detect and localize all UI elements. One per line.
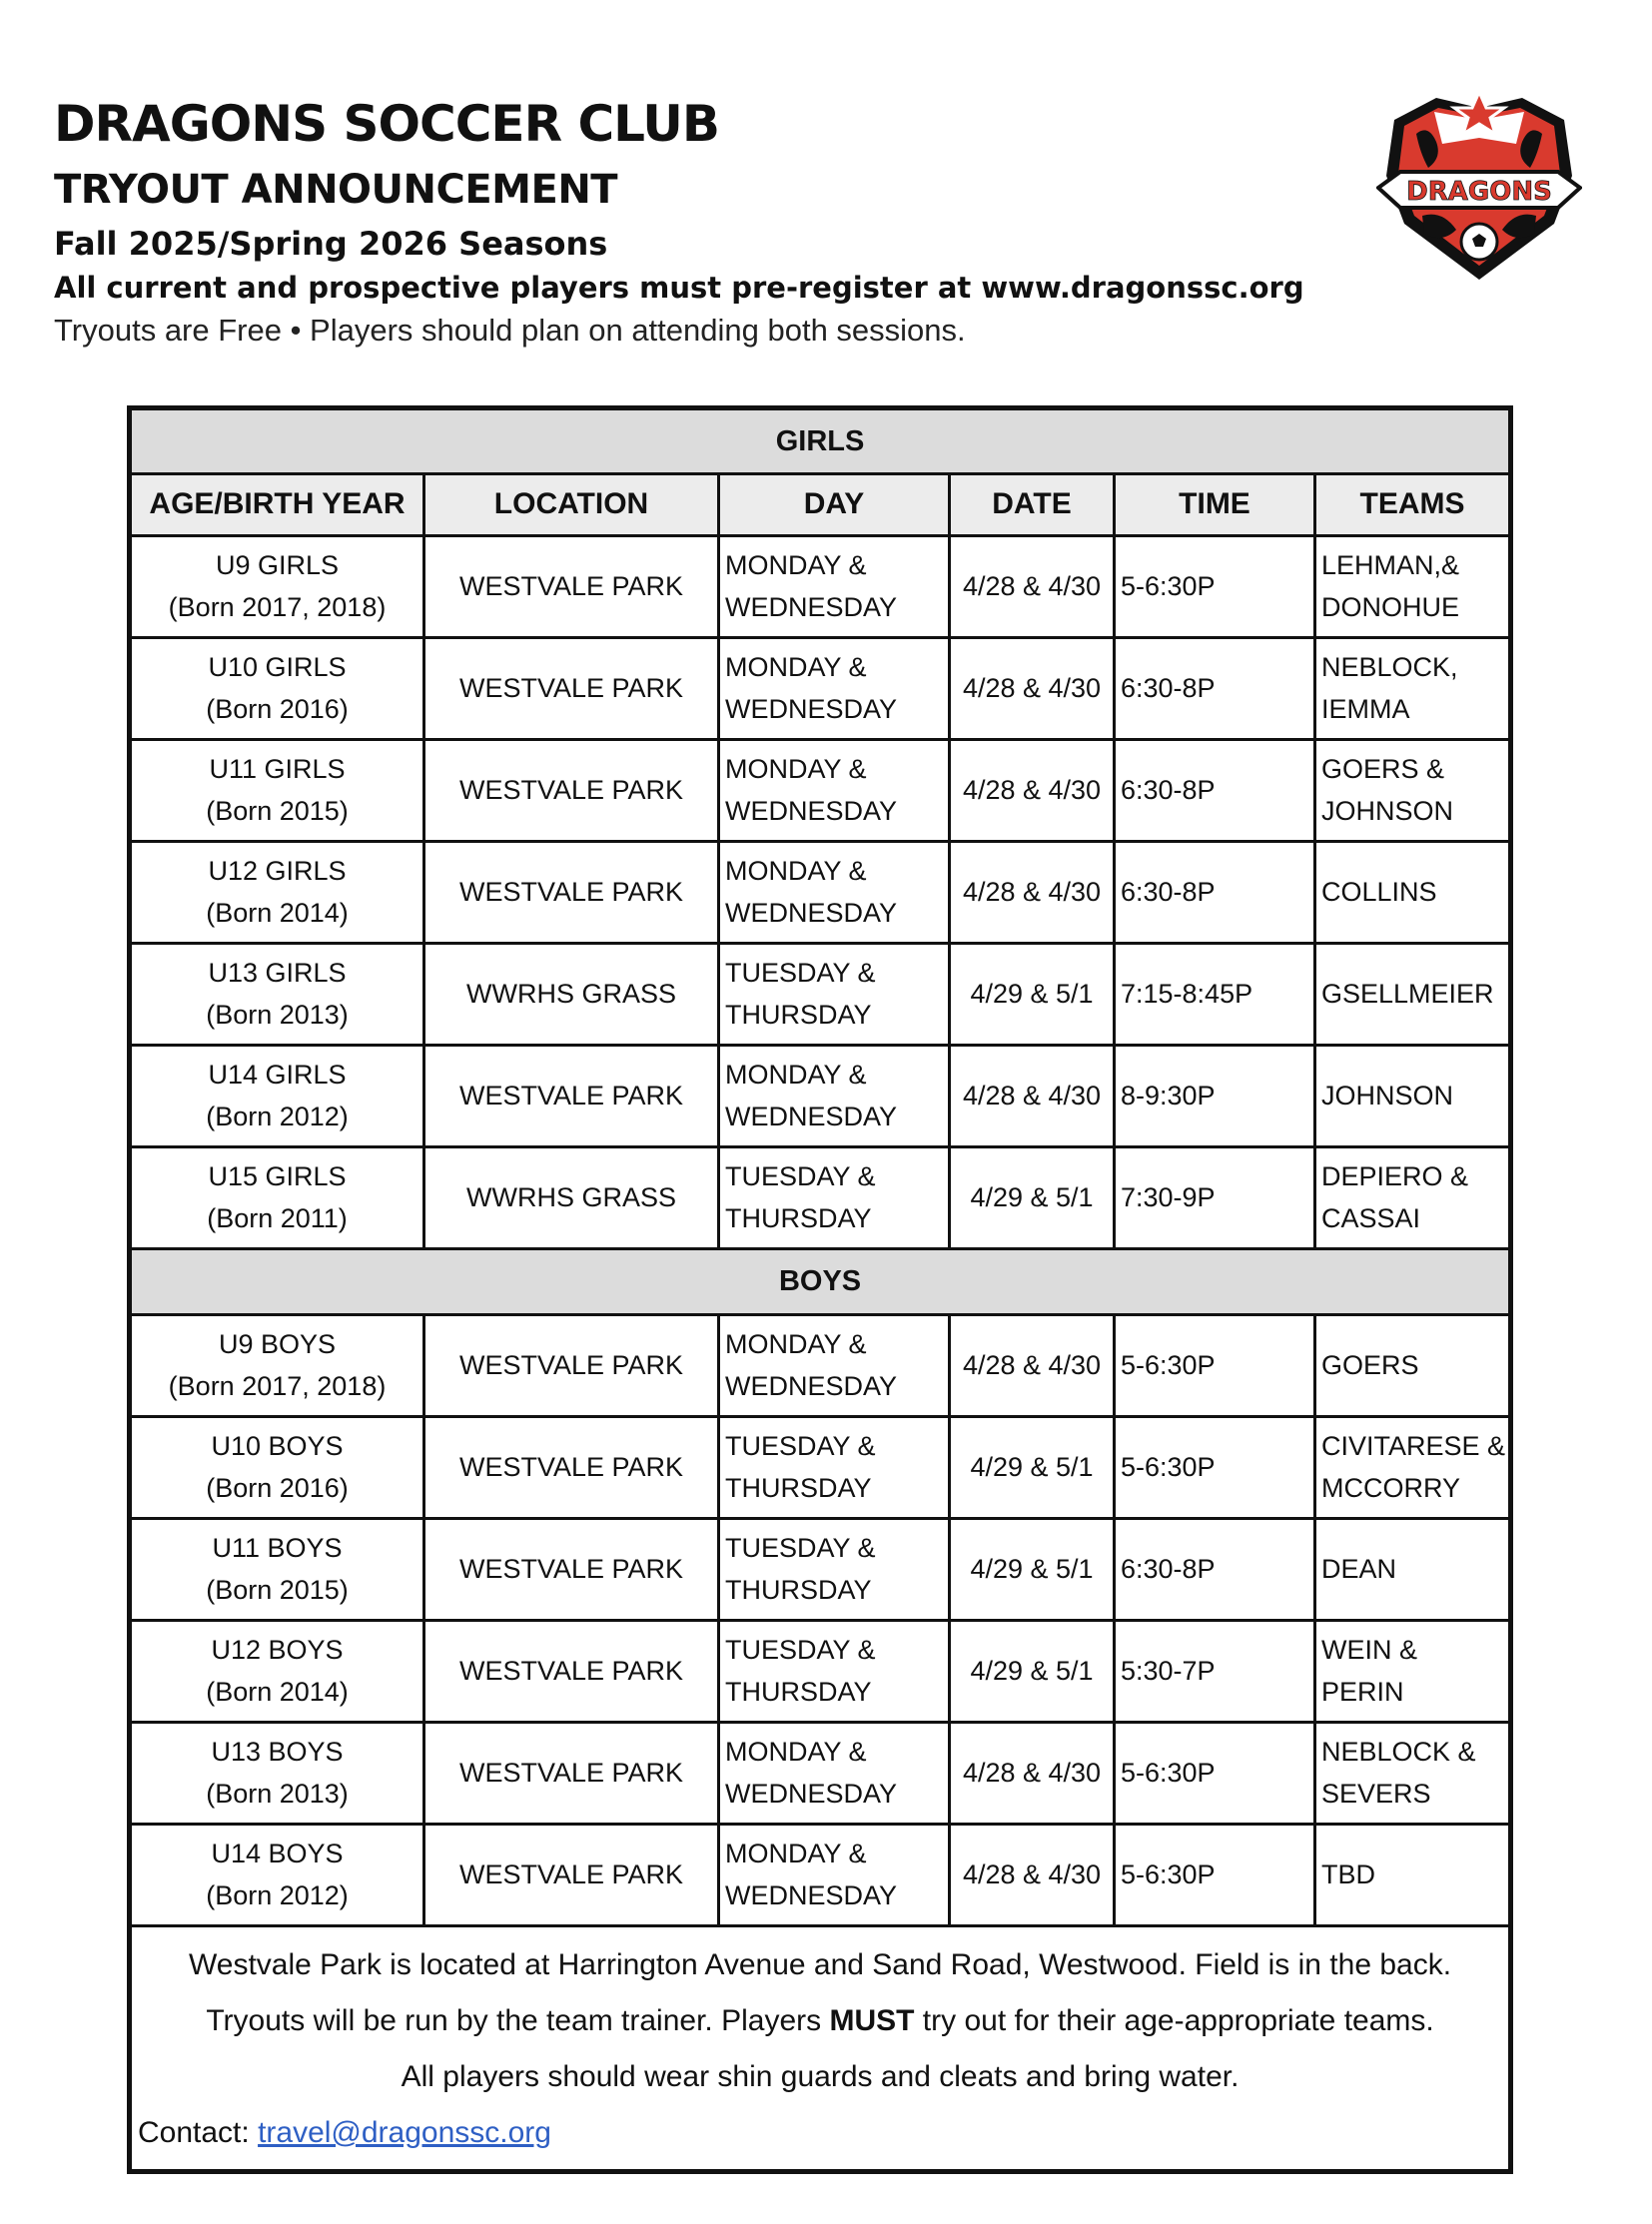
location-cell: WESTVALE PARK [424, 1315, 719, 1417]
teams-cell [1315, 944, 1511, 1046]
day-cell [719, 1147, 950, 1249]
date-cell: 4/28 & 4/30 [950, 536, 1115, 638]
time-cell: 6:30-8P [1115, 1519, 1315, 1621]
team-line-2: IEMMA [1321, 693, 1410, 724]
date-cell: 4/28 & 4/30 [950, 1825, 1115, 1926]
table-row [130, 842, 1511, 944]
table-row [130, 1147, 1511, 1249]
section-header-girls [130, 408, 1511, 474]
column-header-day: DAY [719, 474, 950, 536]
location-cell: WESTVALE PARK [424, 1417, 719, 1519]
day-cell [719, 1315, 950, 1417]
team-line-1: NEBLOCK, [1321, 651, 1458, 682]
day-second: WEDNESDAY [725, 795, 898, 826]
day-second: WEDNESDAY [725, 1879, 898, 1910]
trainer-note: Tryouts will be run by the team trainer. Players MUST try out for their age-appropriate teams. [206, 2004, 1434, 2037]
team-line-2: SEVERS [1321, 1778, 1431, 1809]
day-cell [719, 638, 950, 740]
tryout-schedule-table [127, 405, 1513, 2174]
team-line-1: CIVITARESE & [1321, 1430, 1506, 1461]
contact-label: Contact: [138, 2116, 259, 2149]
location-cell: WESTVALE PARK [424, 842, 719, 944]
teams-cell [1315, 1723, 1511, 1825]
location-cell: WESTVALE PARK [424, 536, 719, 638]
column-header-date: DATE [950, 474, 1115, 536]
team-line-1: NEBLOCK & [1321, 1736, 1476, 1767]
day-second: WEDNESDAY [725, 897, 898, 928]
age-cell [130, 1417, 424, 1519]
birth-years: (Born 2015) [206, 1574, 349, 1605]
age-group: U14 BOYS [211, 1838, 344, 1868]
day-cell [719, 1417, 950, 1519]
time-cell: 8-9:30P [1115, 1046, 1315, 1147]
age-cell [130, 1825, 424, 1926]
teams-cell [1315, 1315, 1511, 1417]
day-second: THURSDAY [725, 999, 872, 1030]
time-cell: 5-6:30P [1115, 1417, 1315, 1519]
teams-cell [1315, 1621, 1511, 1723]
day-first: MONDAY & [725, 1736, 867, 1767]
day-second: WEDNESDAY [725, 1370, 898, 1401]
day-cell [719, 536, 950, 638]
table-row [130, 1046, 1511, 1147]
seasons-line: Fall 2025/Spring 2026 Seasons [54, 225, 608, 263]
age-group: U14 GIRLS [208, 1059, 347, 1090]
team-line-2: DONOHUE [1321, 591, 1460, 622]
day-second: WEDNESDAY [725, 693, 898, 724]
day-first: MONDAY & [725, 855, 867, 886]
date-cell: 4/29 & 5/1 [950, 1621, 1115, 1723]
footer-row [130, 1926, 1511, 2172]
section-header-boys [130, 1249, 1511, 1315]
birth-years: (Born 2016) [206, 1472, 349, 1503]
age-cell [130, 1147, 424, 1249]
location-cell: WESTVALE PARK [424, 638, 719, 740]
location-cell: WESTVALE PARK [424, 740, 719, 842]
teams-cell [1315, 740, 1511, 842]
day-first: TUESDAY & [725, 1634, 876, 1665]
day-second: WEDNESDAY [725, 1101, 898, 1131]
team-line-1: COLLINS [1321, 876, 1437, 907]
date-cell: 4/29 & 5/1 [950, 1519, 1115, 1621]
time-cell: 5:30-7P [1115, 1621, 1315, 1723]
birth-years: (Born 2011) [207, 1202, 348, 1233]
table-row [130, 740, 1511, 842]
column-header-time: TIME [1115, 474, 1315, 536]
location-cell: WESTVALE PARK [424, 1825, 719, 1926]
day-second: THURSDAY [725, 1574, 872, 1605]
day-cell [719, 1046, 950, 1147]
table-row [130, 1723, 1511, 1825]
time-cell: 5-6:30P [1115, 1825, 1315, 1926]
team-line-2: CASSAI [1321, 1202, 1421, 1233]
day-cell [719, 944, 950, 1046]
day-second: WEDNESDAY [725, 1778, 898, 1809]
age-cell [130, 1621, 424, 1723]
day-first: MONDAY & [725, 1328, 867, 1359]
location-cell: WWRHS GRASS [424, 1147, 719, 1249]
table-row [130, 1825, 1511, 1926]
date-cell: 4/28 & 4/30 [950, 842, 1115, 944]
contact-line [138, 2105, 1502, 2161]
club-name: DRAGONS SOCCER CLUB [54, 95, 719, 153]
day-cell [719, 1621, 950, 1723]
footer-notes [130, 1926, 1511, 2172]
birth-years: (Born 2013) [206, 999, 349, 1030]
girls-rows [130, 536, 1511, 1249]
day-first: TUESDAY & [725, 1430, 876, 1461]
birth-years: (Born 2013) [206, 1778, 349, 1809]
age-group: U13 GIRLS [208, 957, 347, 988]
time-cell: 6:30-8P [1115, 842, 1315, 944]
day-cell [719, 1723, 950, 1825]
team-line-1: TBD [1321, 1858, 1375, 1889]
date-cell: 4/28 & 4/30 [950, 740, 1115, 842]
girls-section-label: GIRLS [130, 408, 1511, 474]
age-group: U10 GIRLS [208, 651, 347, 682]
teams-cell [1315, 1519, 1511, 1621]
teams-cell [1315, 1825, 1511, 1926]
age-group: U9 GIRLS [215, 549, 340, 580]
column-header-teams: TEAMS [1315, 474, 1511, 536]
date-cell: 4/29 & 5/1 [950, 944, 1115, 1046]
date-cell: 4/28 & 4/30 [950, 638, 1115, 740]
teams-cell [1315, 638, 1511, 740]
team-line-1: WEIN & [1321, 1634, 1418, 1665]
day-cell [719, 842, 950, 944]
date-cell: 4/28 & 4/30 [950, 1046, 1115, 1147]
team-line-1: GSELLMEIER [1321, 978, 1494, 1009]
column-header-location: LOCATION [424, 474, 719, 536]
time-cell: 7:15-8:45P [1115, 944, 1315, 1046]
age-group: U13 BOYS [211, 1736, 344, 1767]
teams-cell [1315, 1417, 1511, 1519]
column-header-row [130, 474, 1511, 536]
logo-text: DRAGONS [1406, 177, 1552, 207]
birth-years: (Born 2014) [206, 1676, 349, 1707]
age-group: U12 GIRLS [208, 855, 347, 886]
time-cell: 7:30-9P [1115, 1147, 1315, 1249]
team-line-2: PERIN [1321, 1676, 1404, 1707]
age-cell [130, 1046, 424, 1147]
column-header-age: AGE/BIRTH YEAR [130, 474, 424, 536]
day-second: THURSDAY [725, 1472, 872, 1503]
dragons-logo [1376, 84, 1582, 284]
team-line-2: JOHNSON [1321, 795, 1454, 826]
tryouts-free-note: Tryouts are Free • Players should plan on attending both sessions. [54, 313, 966, 348]
date-cell: 4/29 & 5/1 [950, 1417, 1115, 1519]
location-note: Westvale Park is located at Harrington Avenue and Sand Road, Westwood. Field is in the back. [189, 1948, 1452, 1981]
birth-years: (Born 2017, 2018) [168, 1370, 387, 1401]
age-cell [130, 1723, 424, 1825]
team-line-1: JOHNSON [1321, 1080, 1454, 1111]
age-cell [130, 1315, 424, 1417]
teams-cell [1315, 1046, 1511, 1147]
age-cell [130, 944, 424, 1046]
time-cell: 5-6:30P [1115, 536, 1315, 638]
table-row [130, 944, 1511, 1046]
day-cell [719, 740, 950, 842]
day-first: MONDAY & [725, 651, 867, 682]
date-cell: 4/29 & 5/1 [950, 1147, 1115, 1249]
date-cell: 4/28 & 4/30 [950, 1723, 1115, 1825]
day-second: THURSDAY [725, 1202, 872, 1233]
announcement-title: TRYOUT ANNOUNCEMENT [54, 167, 618, 213]
location-cell: WESTVALE PARK [424, 1723, 719, 1825]
day-first: MONDAY & [725, 1059, 867, 1090]
birth-years: (Born 2017, 2018) [168, 591, 387, 622]
table-row [130, 1519, 1511, 1621]
birth-years: (Born 2015) [206, 795, 349, 826]
contact-email-link[interactable]: travel@dragonssc.org [258, 2116, 551, 2149]
day-first: TUESDAY & [725, 957, 876, 988]
date-cell: 4/28 & 4/30 [950, 1315, 1115, 1417]
birth-years: (Born 2014) [206, 897, 349, 928]
teams-cell [1315, 1147, 1511, 1249]
age-group: U15 GIRLS [208, 1160, 347, 1191]
day-first: TUESDAY & [725, 1160, 876, 1191]
boys-section-label: BOYS [130, 1249, 1511, 1315]
age-cell [130, 1519, 424, 1621]
teams-cell [1315, 842, 1511, 944]
age-cell [130, 638, 424, 740]
day-first: TUESDAY & [725, 1532, 876, 1563]
teams-cell [1315, 536, 1511, 638]
birth-years: (Born 2012) [206, 1101, 349, 1131]
time-cell: 5-6:30P [1115, 1723, 1315, 1825]
age-group: U12 BOYS [211, 1634, 344, 1665]
table-row [130, 536, 1511, 638]
team-line-1: DEAN [1321, 1553, 1397, 1584]
age-cell [130, 740, 424, 842]
day-cell [719, 1825, 950, 1926]
time-cell: 5-6:30P [1115, 1315, 1315, 1417]
team-line-1: GOERS [1321, 1349, 1419, 1380]
birth-years: (Born 2012) [206, 1879, 349, 1910]
day-cell [719, 1519, 950, 1621]
must-emphasis: MUST [829, 2004, 915, 2037]
age-group: U9 BOYS [218, 1328, 337, 1359]
team-line-1: DEPIERO & [1321, 1160, 1469, 1191]
age-cell [130, 842, 424, 944]
preregister-line: All current and prospective players must pre-register at www.dragonssc.org [54, 271, 1304, 305]
equipment-note: All players should wear shin guards and cleats and bring water. [401, 2060, 1239, 2093]
header [54, 95, 1304, 349]
day-first: MONDAY & [725, 549, 867, 580]
day-second: WEDNESDAY [725, 591, 898, 622]
age-group: U10 BOYS [211, 1430, 344, 1461]
team-line-1: GOERS & [1321, 753, 1445, 784]
location-cell: WESTVALE PARK [424, 1621, 719, 1723]
time-cell: 6:30-8P [1115, 638, 1315, 740]
table-row [130, 1621, 1511, 1723]
location-cell: WWRHS GRASS [424, 944, 719, 1046]
day-second: THURSDAY [725, 1676, 872, 1707]
time-cell: 6:30-8P [1115, 740, 1315, 842]
age-group: U11 GIRLS [209, 753, 346, 784]
location-cell: WESTVALE PARK [424, 1519, 719, 1621]
age-cell [130, 536, 424, 638]
table-row [130, 638, 1511, 740]
table-row [130, 1315, 1511, 1417]
table-row [130, 1417, 1511, 1519]
team-line-2: MCCORRY [1321, 1472, 1461, 1503]
age-group: U11 BOYS [212, 1532, 343, 1563]
boys-rows [130, 1315, 1511, 1926]
team-line-1: LEHMAN,& [1321, 549, 1460, 580]
birth-years: (Born 2016) [206, 693, 349, 724]
location-cell: WESTVALE PARK [424, 1046, 719, 1147]
day-first: MONDAY & [725, 753, 867, 784]
day-first: MONDAY & [725, 1838, 867, 1868]
